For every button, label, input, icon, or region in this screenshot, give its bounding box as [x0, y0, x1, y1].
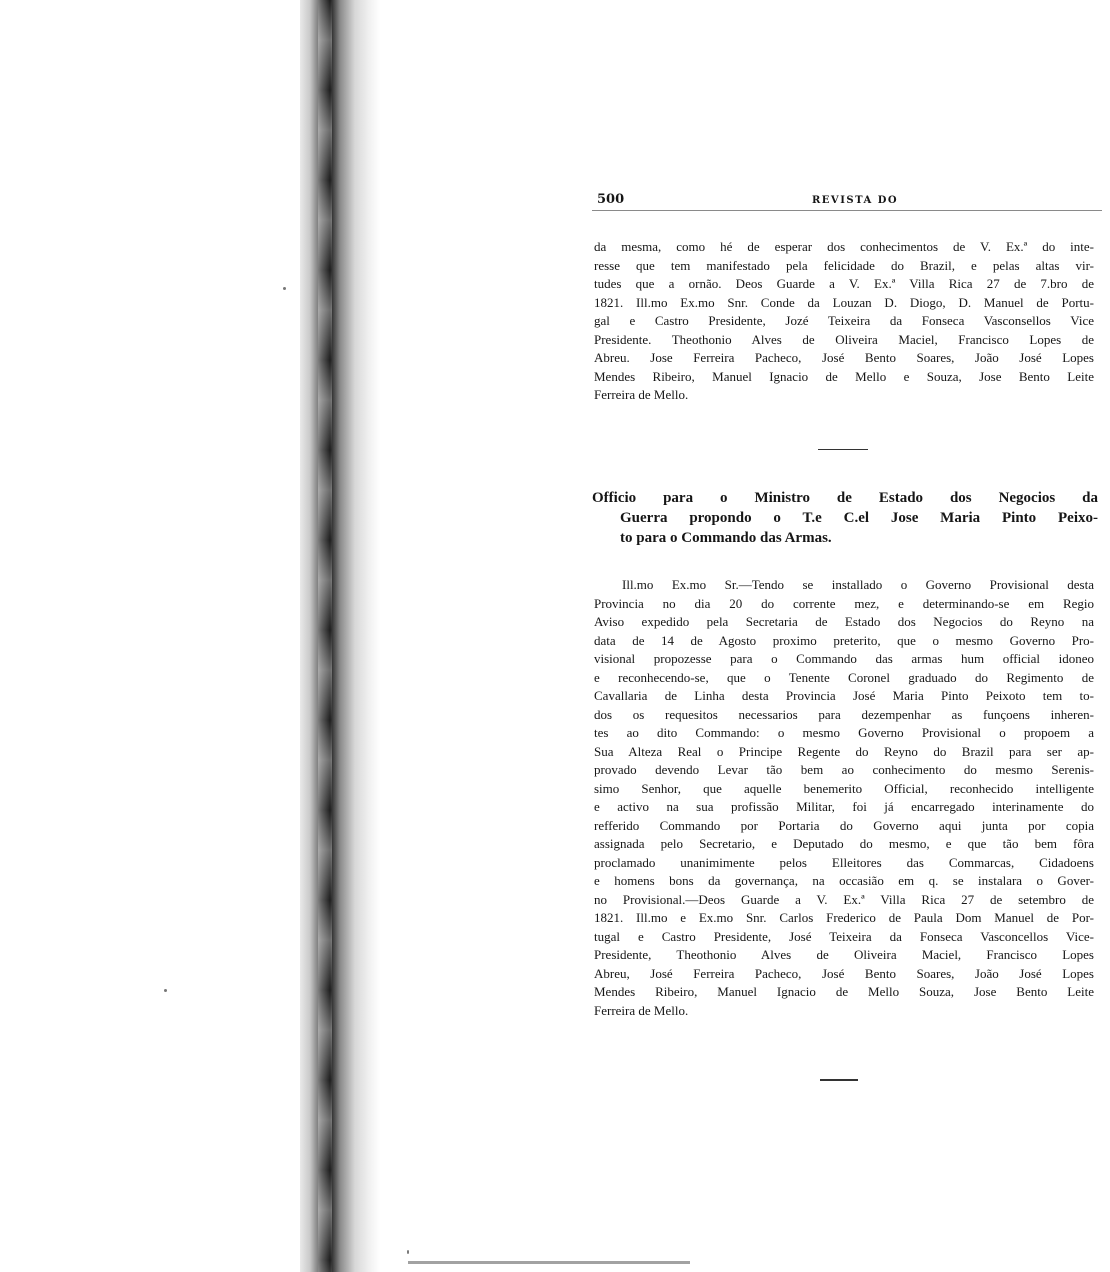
scan-edge-mark [408, 1261, 690, 1264]
text-line: Mendes Ribeiro, Manuel Ignacio de Mello Souza, Jose Bento Leite [594, 984, 1094, 999]
text-line: proclamado unanimimente pelos Elleitores das Commarcas, Cidadoens [594, 854, 1094, 870]
section-divider [818, 449, 868, 450]
page-number: 500 [597, 192, 625, 207]
running-head: REVISTA DO [812, 195, 899, 206]
text-line: tes ao dito Commando: o mesmo Governo Provisional o propoem a [594, 725, 1094, 740]
text-line: refferido Commando por Portaria do Governo aqui junta por copia [594, 817, 1094, 833]
text-line: simo Senhor, que aquelle benemerito Official, reconhecido intelligente [594, 780, 1094, 796]
page-header [592, 186, 1102, 211]
text-line: e homens bons da governança, na occasião em q. se instalara o Gover- [594, 873, 1094, 888]
scan-speck [407, 1250, 409, 1254]
text-line: tugal e Castro Presidente, José Teixeira da Fonseca Vasconcellos Vice- [594, 928, 1094, 944]
heading-line: Officio para o Ministro de Estado dos Negocios da [592, 490, 1098, 506]
gutter-shading [318, 0, 332, 1272]
text-line: Provincia no dia 20 do corrente mez, e determinando-se em Regio [594, 595, 1094, 611]
text-line: da mesma, como hé de esperar dos conhecimentos de V. Ex.ª do inte- [594, 239, 1094, 254]
heading-line: Guerra propondo o T.e C.el Jose Maria Pinto Peixo- [620, 510, 1098, 526]
text-line: Presidente, Theothonio Alves de Oliveira Maciel, Francisco Lopes [594, 947, 1094, 962]
letter-body [594, 576, 1094, 1020]
text-line: resse que tem manifestado pela felicidade do Brazil, e pelas altas vir- [594, 257, 1094, 273]
text-line: gal e Castro Presidente, Jozé Teixeira da Fonseca Vasconsellos Vice [594, 313, 1094, 328]
text-line: Aviso expedido pela Secretaria de Estado dos Negocios do Reyno na [594, 614, 1094, 629]
text-line: e activo na sua profissão Militar, foi já encarregado interinamente do [594, 799, 1094, 814]
book-gutter [300, 0, 380, 1272]
text-line: Sua Alteza Real o Principe Regente do Reyno do Brazil para ser ap- [594, 743, 1094, 759]
text-line: e reconhecendo-se, que o Tenente Coronel graduado do Regimento de [594, 669, 1094, 685]
scan-speck [164, 989, 167, 992]
text-line: tudes que a ornão. Deos Guarde a V. Ex.ª Villa Rica 27 de 7.bro de [594, 276, 1094, 291]
text-line: data de 14 de Agosto proximo preterito, que o mesmo Governo Pro- [594, 632, 1094, 648]
text-line: visional propozesse para o Commando das armas hum official idoneo [594, 651, 1094, 666]
text-line: Mendes Ribeiro, Manuel Ignacio de Mello e Souza, Jose Bento Leite [594, 368, 1094, 384]
scan-speck [283, 287, 286, 290]
left-page-blank [0, 0, 300, 1272]
text-line: Abreu. Jose Ferreira Pacheco, José Bento Soares, João José Lopes [594, 350, 1094, 365]
text-line: no Provisional.—Deos Guarde a V. Ex.ª Villa Rica 27 de setembro de [594, 891, 1094, 907]
text-line: Ill.mo Ex.mo Sr.—Tendo se installado o Governo Provisional desta [622, 577, 1094, 592]
text-line: Cavallaria de Linha desta Provincia José Maria Pinto Peixoto tem to- [594, 688, 1094, 703]
right-page [592, 186, 1102, 1018]
text-line: provado devendo Levar tão bem ao conhecimento do mesmo Serenis- [594, 762, 1094, 777]
section-heading [592, 488, 1098, 548]
text-line: Abreu, José Ferreira Pacheco, José Bento Soares, João José Lopes [594, 965, 1094, 981]
text-line: dos os requesitos necessarios para dezempenhar as funçoens inheren- [594, 706, 1094, 722]
text-line: assignada pelo Secretario, e Deputado do mesmo, e que tão bem fôra [594, 836, 1094, 851]
paragraph-continuation [594, 238, 1094, 405]
text-line: Presidente. Theothonio Alves de Oliveira Maciel, Francisco Lopes de [594, 331, 1094, 347]
text-line: 1821. Ill.mo e Ex.mo Snr. Carlos Frederico de Paula Dom Manuel de Por- [594, 910, 1094, 925]
closing-divider [820, 1079, 858, 1081]
text-line: Ferreira de Mello. [594, 1002, 689, 1018]
text-line: 1821. Ill.mo Ex.mo Snr. Conde da Louzan D. Diogo, D. Manuel de Portu- [594, 294, 1094, 310]
heading-line: to para o Commando das Armas. [620, 530, 832, 546]
text-line: Ferreira de Mello. [594, 387, 689, 402]
